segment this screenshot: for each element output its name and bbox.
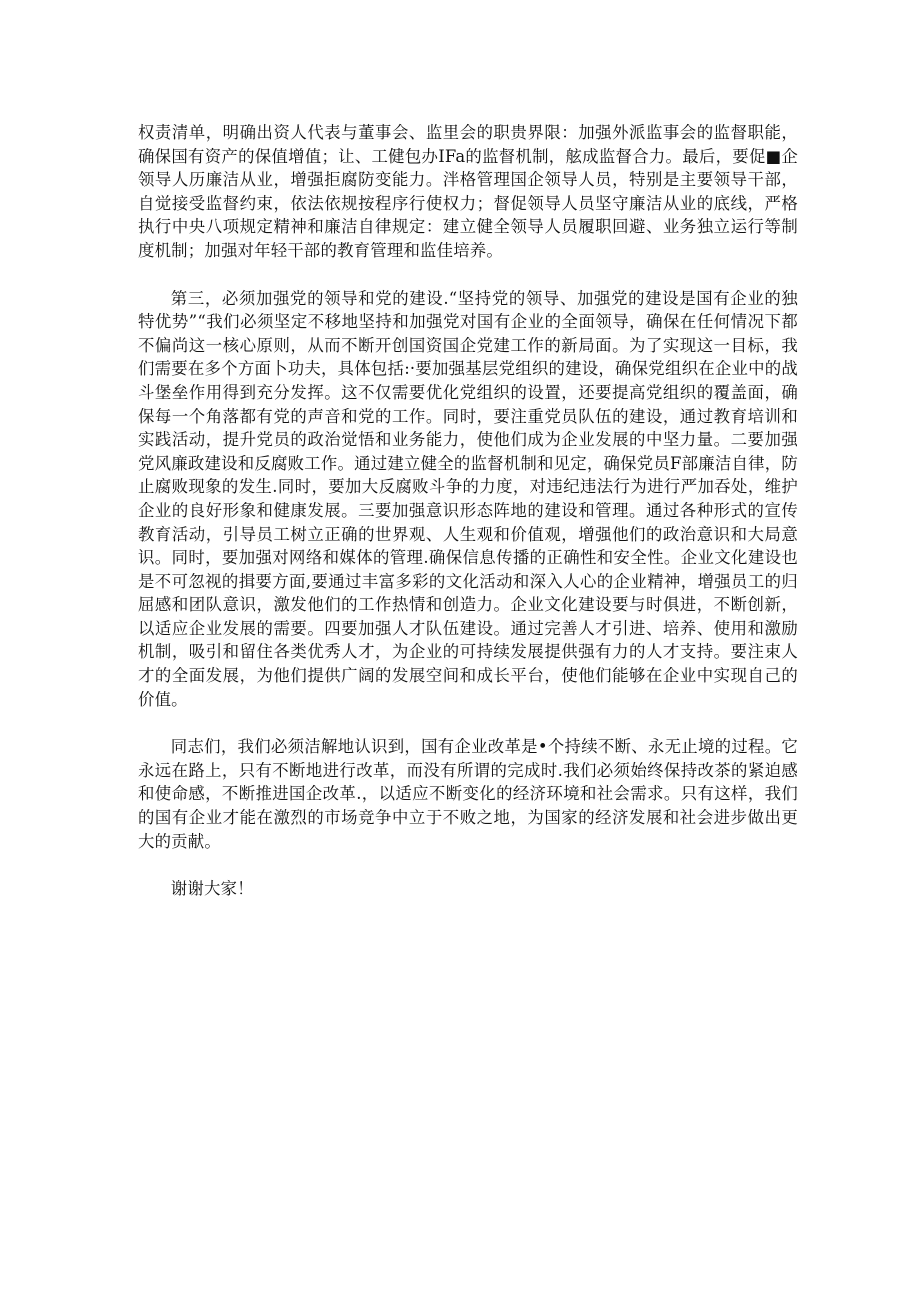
paragraph-supervision: 权责清单，明确出资人代表与董事会、监里会的职贵界限：加强外派监事会的监督职能，确保国有资产的保值增值；让、工健包办IFa的监督机制，舷成监督合力。最后，要促■企领导人历廉洁从业，增强拒腐防变能力。泮格管理国企领导人员，特别是主要领导干部，自觉接受监督约束，依法依规按程序行使权力；督促领导人员坚守廉洁从业的底线，严格执行中央八项规定精神和廉洁自律规定：建立健全领导人员履职回避、业务独立运行等制度机制；加强对年轻干部的教育管理和监佳培养。: [138, 123, 798, 260]
paragraph-reform-conclusion: 同志们，我们必须洁解地认识到，国有企业改革是•个持续不断、永无止境的过程。它永远在路上，只有不断地进行改革，而没有所谓的完成时.我们必须始终保持改茶的紧迫感和使命感，不断推进国企改革.，以适应不断变化的经济环境和社会需求。只有这样，我们的国有企业才能在激烈的市场竞争中立于不败之地，为国家的经济发展和社会进步做出更大的贡献。: [138, 737, 798, 851]
paragraph-closing-thanks: 谢谢大家！: [170, 879, 254, 899]
paragraph-party-leadership: 第三，必须加强党的领导和党的建设.“坚持党的领导、加强党的建设是国有企业的独特优势”“我们必须坚定不移地坚持和加强党对国有企业的全面领导，确保在任何情况下都不偏尚这一核心原则，从而不断开创国资国企党建工作的新局面。为了实现这一目标，我们需要在多个方面卜功夫，具体包括:·要加强基层党组织的建设，确保党组织在企业中的战斗堡垒作用得到充分发挥。这不仅需要优化党组织的设置，还要提高党组织的覆盖面，确保每一个角落都有党的声音和党的工作。同时，要注重党员队伍的建设，通过教育培训和实践活动，提升党员的政治觉悟和业务能力，使他们成为企业发展的中坚力量。二要加强党风廉政建设和反腐败工作。通过建立健全的监督机制和见定，确保党员F部廉洁自律，防止腐败现象的发生.同时，要加大反腐败斗争的力度，对违纪违法行为进行严加吞处，维护企业的良好形象和健康发展。三要加强意识形态阵地的建设和管理。通过各种形式的宣传教育活动，引导员工树立正确的世界观、人生观和价值观，增强他们的政治意识和大局意识。同时，要加强对网络和媒体的管理.确保信息传播的正确性和安全性。企业文化建设也是不可忽视的揖要方面,要通过丰富多彩的文化活动和深入人心的企业精神，增强员工的归屈感和团队意识，激发他们的工作热情和创造力。企业文化建设要与时俱进，不断创新，以适应企业发展的需要。四要加强人才队伍建设。通过完善人才引进、培养、使用和激励机制，吸引和留住各类优秀人才，为企业的可持续发展提供强有力的人才支持。要注束人才的全面发展，为他们提供广阔的发展空间和成长平台，使他们能够在企业中实现自己的价值。: [138, 288, 798, 709]
document-page: [138, 121, 798, 901]
